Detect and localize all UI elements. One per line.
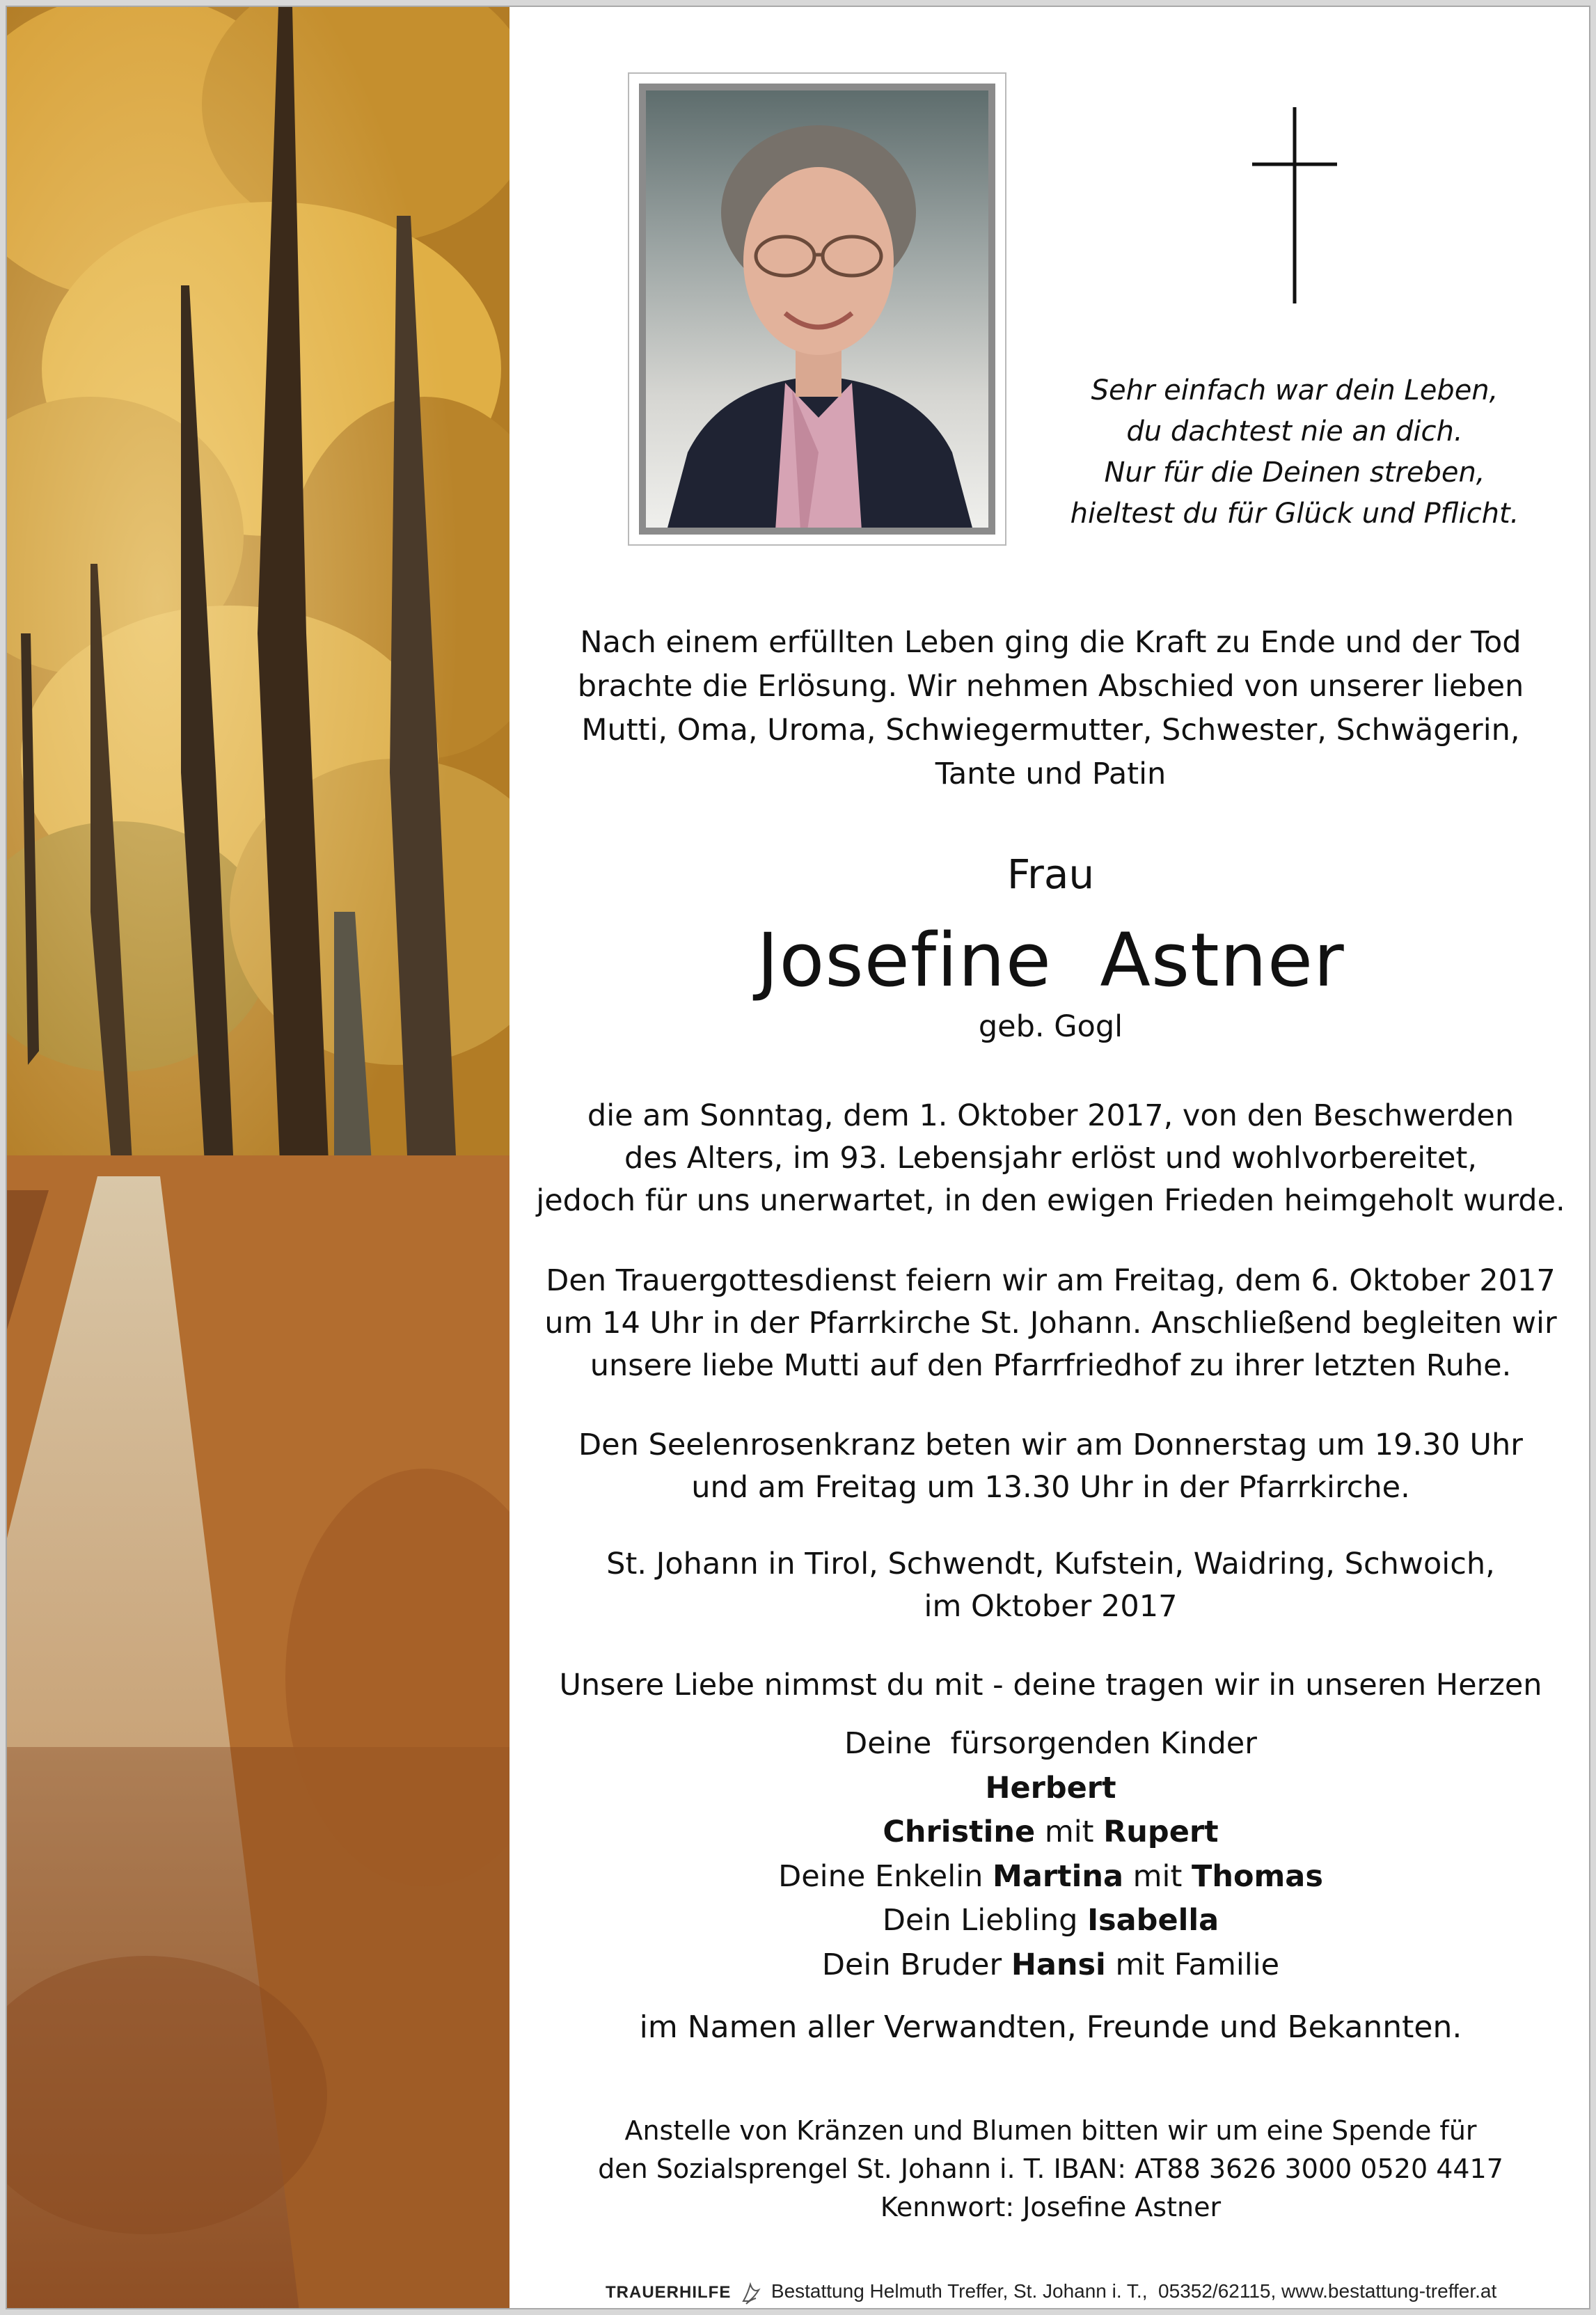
brother-intro: Dein Bruder bbox=[821, 1947, 1002, 1982]
death-line: die am Sonntag, dem 1. Oktober 2017, von den Beschwerden bbox=[587, 1098, 1515, 1133]
footer-brand: TRAUERHILFE bbox=[606, 2283, 732, 2302]
rosary-line: und am Freitag um 13.30 Uhr in der Pfarrkirche. bbox=[691, 1470, 1410, 1505]
with-word: mit bbox=[1132, 1858, 1183, 1894]
poem-line: du dachtest nie an dich. bbox=[1126, 416, 1463, 448]
relatives-line: im Namen aller Verwandten, Freunde und Bekannten. bbox=[639, 2009, 1462, 2045]
donation-request bbox=[509, 2112, 1590, 2227]
places-line: im Oktober 2017 bbox=[924, 1589, 1178, 1624]
service-line: um 14 Uhr in der Pfarrkirche St. Johann. Anschließend begleiten wir bbox=[544, 1306, 1557, 1341]
family-line bbox=[509, 1810, 1590, 1855]
death-line: jedoch für uns unerwartet, in den ewigen Frieden heimgeholt wurde. bbox=[536, 1183, 1565, 1218]
donation-line: Kennwort: Josefine Astner bbox=[880, 2192, 1222, 2222]
intro-line: Mutti, Oma, Uroma, Schwiegermutter, Schwester, Schwägerin, bbox=[581, 713, 1520, 748]
footer bbox=[606, 2277, 1580, 2307]
family-list bbox=[509, 1722, 1590, 1987]
cross-icon bbox=[1249, 104, 1340, 306]
donation-line: Anstelle von Kränzen und Blumen bitten wir um eine Spende für bbox=[624, 2115, 1477, 2146]
darling-intro: Dein Liebling bbox=[882, 1903, 1078, 1938]
brother-name: Hansi bbox=[1011, 1947, 1106, 1982]
partner-name: Thomas bbox=[1192, 1858, 1323, 1894]
partner-name: Rupert bbox=[1103, 1815, 1219, 1849]
with-word: mit bbox=[1044, 1815, 1094, 1849]
grandchild-intro: Deine Enkelin bbox=[778, 1858, 983, 1894]
children-intro bbox=[509, 1722, 1590, 1767]
grandchild-name: Martina bbox=[993, 1858, 1123, 1894]
obituary-page bbox=[6, 6, 1590, 2309]
portrait-photo bbox=[639, 84, 995, 535]
darling-name: Isabella bbox=[1087, 1903, 1219, 1938]
rosary-line: Den Seelenrosenkranz beten wir am Donnerstag um 19.30 Uhr bbox=[578, 1428, 1523, 1462]
intro-line: Nach einem erfüllten Leben ging die Kraft zu Ende und der Tod bbox=[580, 625, 1522, 660]
salutation: Frau bbox=[1006, 851, 1095, 898]
family-line bbox=[509, 1899, 1590, 1943]
poem-line: Sehr einfach war dein Leben, bbox=[1091, 374, 1499, 406]
footer-info: Bestattung Helmuth Treffer, St. Johann i. T., 05352/62115, www.bestattung-treffer.at bbox=[771, 2280, 1497, 2302]
children-intro-text: Deine fürsorgenden Kinder bbox=[844, 1726, 1257, 1761]
intro-text bbox=[509, 621, 1590, 796]
service-line: unsere liebe Mutti auf den Pfarrfriedhof zu ihrer letzten Ruhe. bbox=[590, 1348, 1512, 1383]
poem-line: Nur für die Deinen streben, bbox=[1104, 457, 1485, 489]
child-name: Herbert bbox=[985, 1770, 1116, 1806]
dove-icon bbox=[741, 2280, 761, 2305]
child-name: Christine bbox=[883, 1815, 1036, 1849]
love-line: Unsere Liebe nimmst du mit - deine tragen wir in unseren Herzen bbox=[559, 1668, 1542, 1702]
intro-line: brachte die Erlösung. Wir nehmen Abschied von unserer lieben bbox=[577, 669, 1524, 704]
places-date bbox=[509, 1543, 1590, 1628]
family-line bbox=[509, 1855, 1590, 1899]
maiden-name: geb. Gogl bbox=[978, 1009, 1123, 1044]
deceased-name-text: Josefine Astner bbox=[757, 917, 1345, 1003]
death-line: des Alters, im 93. Lebensjahr erlöst und wohlvorbereitet, bbox=[624, 1141, 1478, 1176]
poem bbox=[1051, 370, 1538, 535]
deceased-name bbox=[509, 915, 1590, 1006]
brother-suffix: mit Familie bbox=[1115, 1947, 1280, 1982]
family-line bbox=[509, 1767, 1590, 1811]
portrait-frame bbox=[628, 72, 1006, 546]
poem-line: hieltest du für Glück und Pflicht. bbox=[1070, 498, 1519, 530]
death-notice bbox=[509, 1095, 1590, 1222]
places-line: St. Johann in Tirol, Schwendt, Kufstein, Waidring, Schwoich, bbox=[606, 1547, 1495, 1581]
rosary-notice bbox=[509, 1424, 1590, 1509]
autumn-avenue-photo bbox=[7, 7, 509, 2308]
intro-line: Tante und Patin bbox=[935, 757, 1167, 791]
family-line bbox=[509, 1943, 1590, 1988]
donation-line: den Sozialsprengel St. Johann i. T. IBAN: AT88 3626 3000 0520 4417 bbox=[598, 2154, 1503, 2184]
service-line: Den Trauergottesdienst feiern wir am Freitag, dem 6. Oktober 2017 bbox=[546, 1263, 1556, 1298]
funeral-service bbox=[509, 1260, 1590, 1387]
